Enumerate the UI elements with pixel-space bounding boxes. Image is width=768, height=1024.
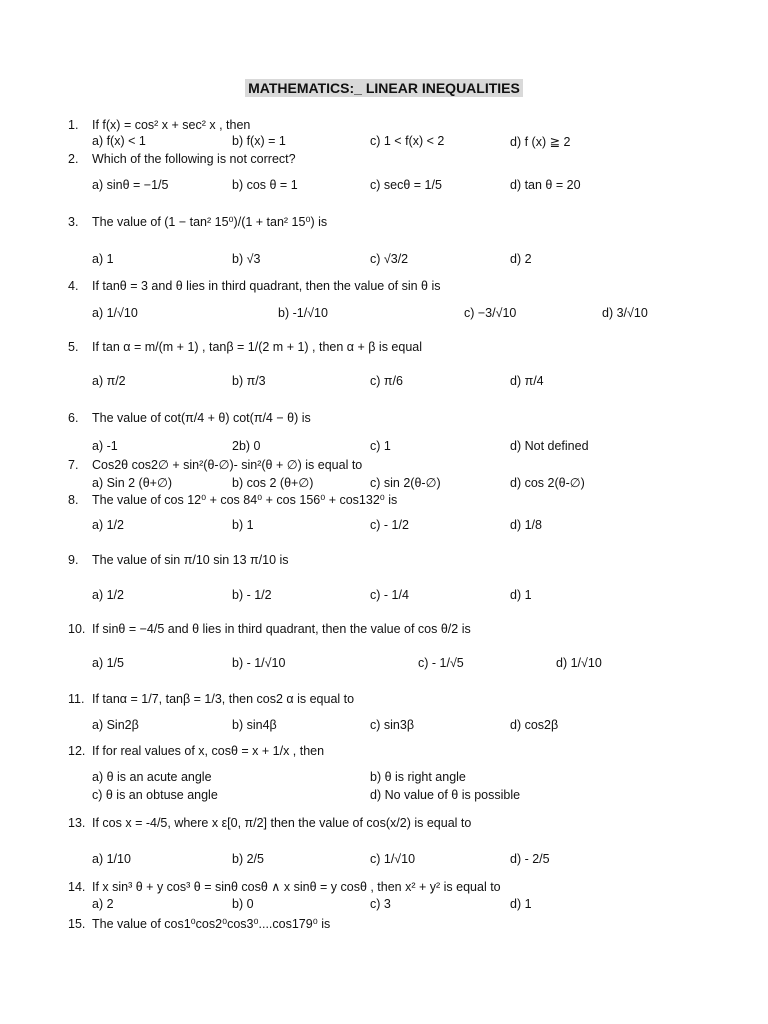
question-12 [68, 744, 324, 758]
question-text: The value of cot(π/4 + θ) cot(π/4 − θ) is [92, 411, 311, 425]
option-a: a) π/2 [92, 374, 126, 388]
question-15 [68, 916, 330, 931]
question-2 [68, 152, 296, 166]
option-a: a) sinθ = −1/5 [92, 178, 169, 192]
option-d: d) tan θ = 20 [510, 178, 581, 192]
question-10 [68, 622, 471, 636]
option-b: b) π/3 [232, 374, 266, 388]
option-a: a) f(x) < 1 [92, 134, 146, 148]
question-text: The value of cos1⁰cos2⁰cos3⁰....cos179⁰ is [92, 917, 331, 931]
option-d: d) 1/√10 [556, 656, 602, 670]
question-11 [68, 692, 354, 706]
option-b: b) - 1/2 [232, 588, 272, 602]
option-b: b) 2/5 [232, 852, 264, 866]
question-number: 9. [68, 553, 79, 567]
question-3 [68, 214, 327, 229]
question-text: Which of the following is not correct? [92, 152, 296, 166]
option-a: a) 2 [92, 897, 114, 911]
option-c: c) - 1/√5 [418, 656, 464, 670]
option-b: b) 1 [232, 518, 254, 532]
option-b: 2b) 0 [232, 439, 261, 453]
option-c: c) 1 < f(x) < 2 [370, 134, 445, 148]
option-b: b) 0 [232, 897, 254, 911]
option-d: d) - 2/5 [510, 852, 550, 866]
option-d: d) 1 [510, 897, 532, 911]
option-d: d) 3/√10 [602, 306, 648, 320]
option-c: c) - 1/4 [370, 588, 409, 602]
option-c: c) - 1/2 [370, 518, 409, 532]
option-a: a) 1/10 [92, 852, 131, 866]
question-4 [68, 279, 441, 293]
option-c: c) 1 [370, 439, 391, 453]
question-number: 7. [68, 458, 79, 472]
option-a: a) 1 [92, 252, 114, 266]
question-text: If for real values of x, cosθ = x + 1/x , then [92, 744, 325, 758]
option-d: d) cos 2(θ-∅) [510, 476, 585, 490]
question-text: The value of sin π/10 sin 13 π/10 is [92, 553, 289, 567]
question-14 [68, 879, 501, 894]
question-text: Cos2θ cos2∅ + sin²(θ-∅)- sin²(θ + ∅) is equal to [92, 458, 363, 472]
question-number: 8. [68, 493, 79, 507]
option-d: d) π/4 [510, 374, 544, 388]
question-8 [68, 492, 397, 507]
option-c: c) θ is an obtuse angle [92, 788, 218, 802]
question-number: 10. [68, 622, 86, 636]
option-a: a) 1/5 [92, 656, 124, 670]
question-number: 12. [68, 744, 86, 758]
option-b: b) cos θ = 1 [232, 178, 298, 192]
option-b: b) θ is right angle [370, 770, 466, 784]
option-c: c) 1/√10 [370, 852, 416, 866]
question-6 [68, 411, 311, 425]
question-text: If tan α = m/(m + 1) , tanβ = 1/(2 m + 1) , then α + β is equal [92, 340, 423, 354]
option-a: a) 1/2 [92, 588, 124, 602]
question-7 [68, 457, 362, 472]
question-text: If f(x) = cos² x + sec² x , then [92, 118, 251, 132]
option-c: c) −3/√10 [464, 306, 517, 320]
question-number: 4. [68, 279, 79, 293]
option-d: d) No value of θ is possible [370, 788, 521, 802]
option-c: c) sin 2(θ-∅) [370, 476, 441, 490]
question-number: 13. [68, 816, 86, 830]
question-number: 14. [68, 880, 86, 894]
option-a: a) Sin 2 (θ+∅) [92, 476, 173, 490]
question-text: If sinθ = −4/5 and θ lies in third quadrant, then the value of cos θ/2 is [92, 622, 471, 636]
option-c: c) π/6 [370, 374, 403, 388]
option-c: c) √3/2 [370, 252, 409, 266]
option-a: a) θ is an acute angle [92, 770, 212, 784]
question-text: If x sin³ θ + y cos³ θ = sinθ cosθ ∧ x sinθ = y cosθ , then x² + y² is equal to [92, 880, 501, 894]
question-number: 2. [68, 152, 79, 166]
option-a: a) 1/2 [92, 518, 124, 532]
question-number: 6. [68, 411, 79, 425]
question-text: If cos x = -4/5, where x ε[0, π/2] then the value of cos(x/2) is equal to [92, 816, 472, 830]
option-a: a) 1/√10 [92, 306, 138, 320]
option-d: d) 1 [510, 588, 532, 602]
question-number: 11. [68, 692, 85, 706]
question-number: 1. [68, 118, 79, 132]
option-a: a) Sin2β [92, 718, 139, 732]
question-number: 15. [68, 917, 86, 931]
question-5 [68, 340, 422, 354]
option-b: b) cos 2 (θ+∅) [232, 476, 314, 490]
option-b: b) f(x) = 1 [232, 134, 286, 148]
option-d: d) Not defined [510, 439, 589, 453]
question-text: If tanθ = 3 and θ lies in third quadrant, then the value of sin θ is [92, 279, 441, 293]
option-b: b) -1/√10 [278, 306, 328, 320]
option-a: a) -1 [92, 439, 118, 453]
option-d: d) cos2β [510, 718, 559, 732]
question-1 [68, 118, 250, 132]
option-c: c) 3 [370, 897, 391, 911]
question-text: The value of cos 12⁰ + cos 84⁰ + cos 156⁰ + cos132⁰ is [92, 493, 398, 507]
option-b: b) √3 [232, 252, 261, 266]
question-number: 3. [68, 215, 79, 229]
question-number: 5. [68, 340, 79, 354]
question-text: If tanα = 1/7, tanβ = 1/3, then cos2 α is equal to [92, 692, 355, 706]
question-13 [68, 816, 471, 830]
option-d: d) 1/8 [510, 518, 542, 532]
option-c: c) secθ = 1/5 [370, 178, 442, 192]
option-b: b) sin4β [232, 718, 277, 732]
question-text: The value of (1 − tan² 15⁰)/(1 + tan² 15⁰) is [92, 215, 328, 229]
page-title: MATHEMATICS:_ LINEAR INEQUALITIES [0, 80, 768, 96]
option-d: d) 2 [510, 252, 532, 266]
option-c: c) sin3β [370, 718, 415, 732]
question-9 [68, 553, 289, 567]
option-b: b) - 1/√10 [232, 656, 286, 670]
option-d: d) f (x) ≧ 2 [510, 135, 571, 149]
